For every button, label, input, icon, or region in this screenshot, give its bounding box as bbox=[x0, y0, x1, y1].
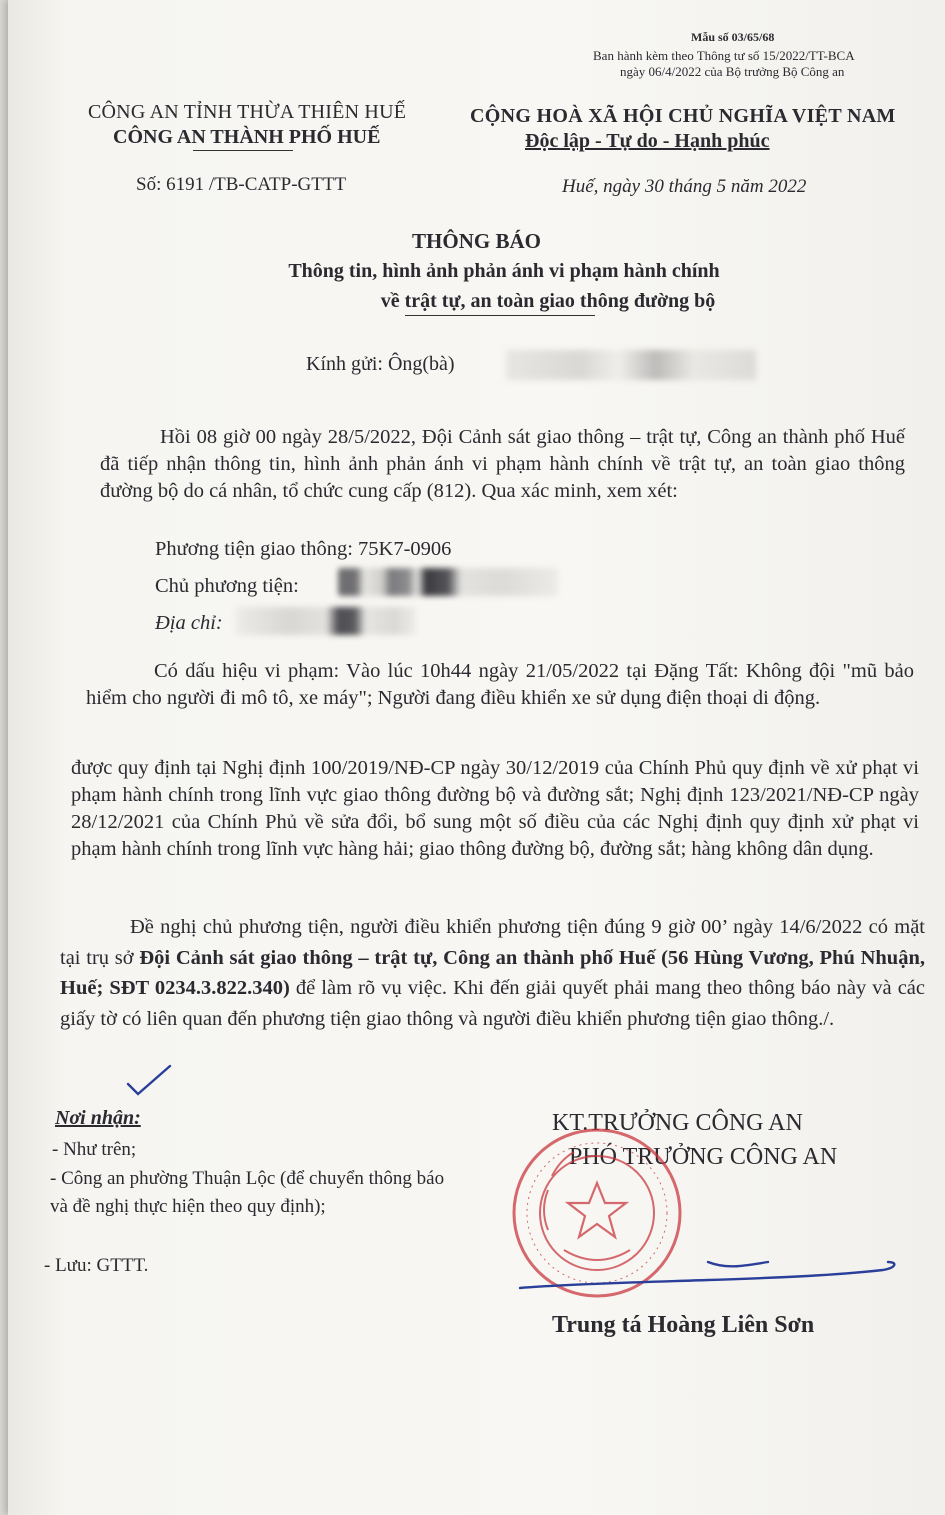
official-seal-stamp bbox=[514, 1130, 680, 1296]
agency-parent: CÔNG AN TỈNH THỪA THIÊN HUẾ bbox=[88, 101, 407, 123]
handwritten-signature bbox=[128, 1066, 894, 1288]
document-subtitle-line2: về trật tự, an toàn giao thông đường bộ bbox=[380, 290, 716, 312]
address-label: Địa chỉ: bbox=[155, 612, 223, 634]
signature-authority-line2: PHÓ TRƯỞNG CÔNG AN bbox=[569, 1144, 838, 1170]
form-code: Mẫu số 03/65/68 bbox=[691, 30, 775, 44]
signer-name: Trung tá Hoàng Liên Sơn bbox=[552, 1312, 815, 1338]
form-reference-line2: ngày 06/4/2022 của Bộ trưởng Bộ Công an bbox=[620, 64, 845, 79]
paragraph-violation: Có dấu hiệu vi phạm: Vào lúc 10h44 ngày 21/05/2022 tại Đặng Tất: Không đội "mũ bảo hiểm cho người đi mô tô, xe máy"; Người đang điều khiển xe sử dụng điện thoại di động. bbox=[86, 660, 914, 709]
form-reference-line1: Ban hành kèm theo Thông tư số 15/2022/TT-BCA bbox=[593, 48, 855, 63]
place-date: Huế, ngày 30 tháng 5 năm 2022 bbox=[562, 176, 807, 197]
document-title: THÔNG BÁO bbox=[412, 229, 541, 253]
request-text-b: để làm rõ vụ việc. Khi đến giải quyết phải mang theo thông báo này và các giấy tờ có liên quan đến phương tiện giao thông và người điều khiển phương tiện giao thông./. bbox=[60, 977, 925, 1030]
paragraph-intro: Hồi 08 giờ 00 ngày 28/5/2022, Đội Cảnh sát giao thông – trật tự, Công an thành phố Huế đã tiếp nhận thông tin, hình ảnh phản ánh vi phạm hành chính về trật tự, an toàn giao thông đường bộ do cá nhân, tổ chức cung cấp (812). Qua xác minh, xem xét: bbox=[100, 426, 905, 502]
recipients-title: Nơi nhận: bbox=[55, 1107, 141, 1129]
recipient-item: - Công an phường Thuận Lộc (để chuyển thông báo và đề nghị thực hiện theo quy định); bbox=[50, 1168, 445, 1217]
document-page bbox=[8, 0, 945, 1515]
vehicle-plate: Phương tiện giao thông: 75K7-0906 bbox=[155, 538, 452, 560]
request-office-bold: Đội Cảnh sát giao thông – trật tự, Công an thành phố Huế (56 Hùng Vương, Phú Nhuận, Huế; SĐT 0234.3.822.340) bbox=[60, 946, 925, 999]
agency-name: CÔNG AN THÀNH PHỐ HUẾ bbox=[113, 126, 381, 148]
national-motto: Độc lập - Tự do - Hạnh phúc bbox=[525, 130, 770, 152]
owner-label: Chủ phương tiện: bbox=[155, 575, 299, 597]
document-subtitle-line1: Thông tin, hình ảnh phản ánh vi phạm hành chính bbox=[288, 260, 720, 282]
paragraph-legal-basis: được quy định tại Nghị định 100/2019/NĐ-CP ngày 30/12/2019 của Chính Phủ quy định về xử phạt vi phạm hành chính trong lĩnh vực giao thông đường bộ và đường sắt; Nghị định 123/2021/NĐ-CP ngày 28/12/2021 của Chính Phủ về sửa đổi, bổ sung một số điều của các Nghị định quy định xử phạt vi phạm hành chính trong lĩnh vực hàng hải; giao thông đường bộ, đường sắt; hàng không dân dụng. bbox=[71, 757, 919, 860]
recipient-item: - Như trên; bbox=[52, 1139, 137, 1160]
request-text-a: Đề nghị chủ phương tiện, người điều khiển phương tiện đúng 9 giờ 00’ ngày 14/6/2022 có mặt tại trụ sở bbox=[60, 916, 925, 969]
document-number: Số: 6191 /TB-CATP-GTTT bbox=[136, 174, 347, 195]
national-title: CỘNG HOÀ XÃ HỘI CHỦ NGHĨA VIỆT NAM bbox=[470, 105, 896, 127]
stamp-and-signature-layer bbox=[8, 0, 945, 1515]
signature-authority-line1: KT.TRƯỞNG CÔNG AN bbox=[552, 1110, 803, 1136]
recipient-item: - Lưu: GTTT. bbox=[44, 1255, 149, 1276]
greeting: Kính gửi: Ông(bà) bbox=[306, 353, 455, 375]
